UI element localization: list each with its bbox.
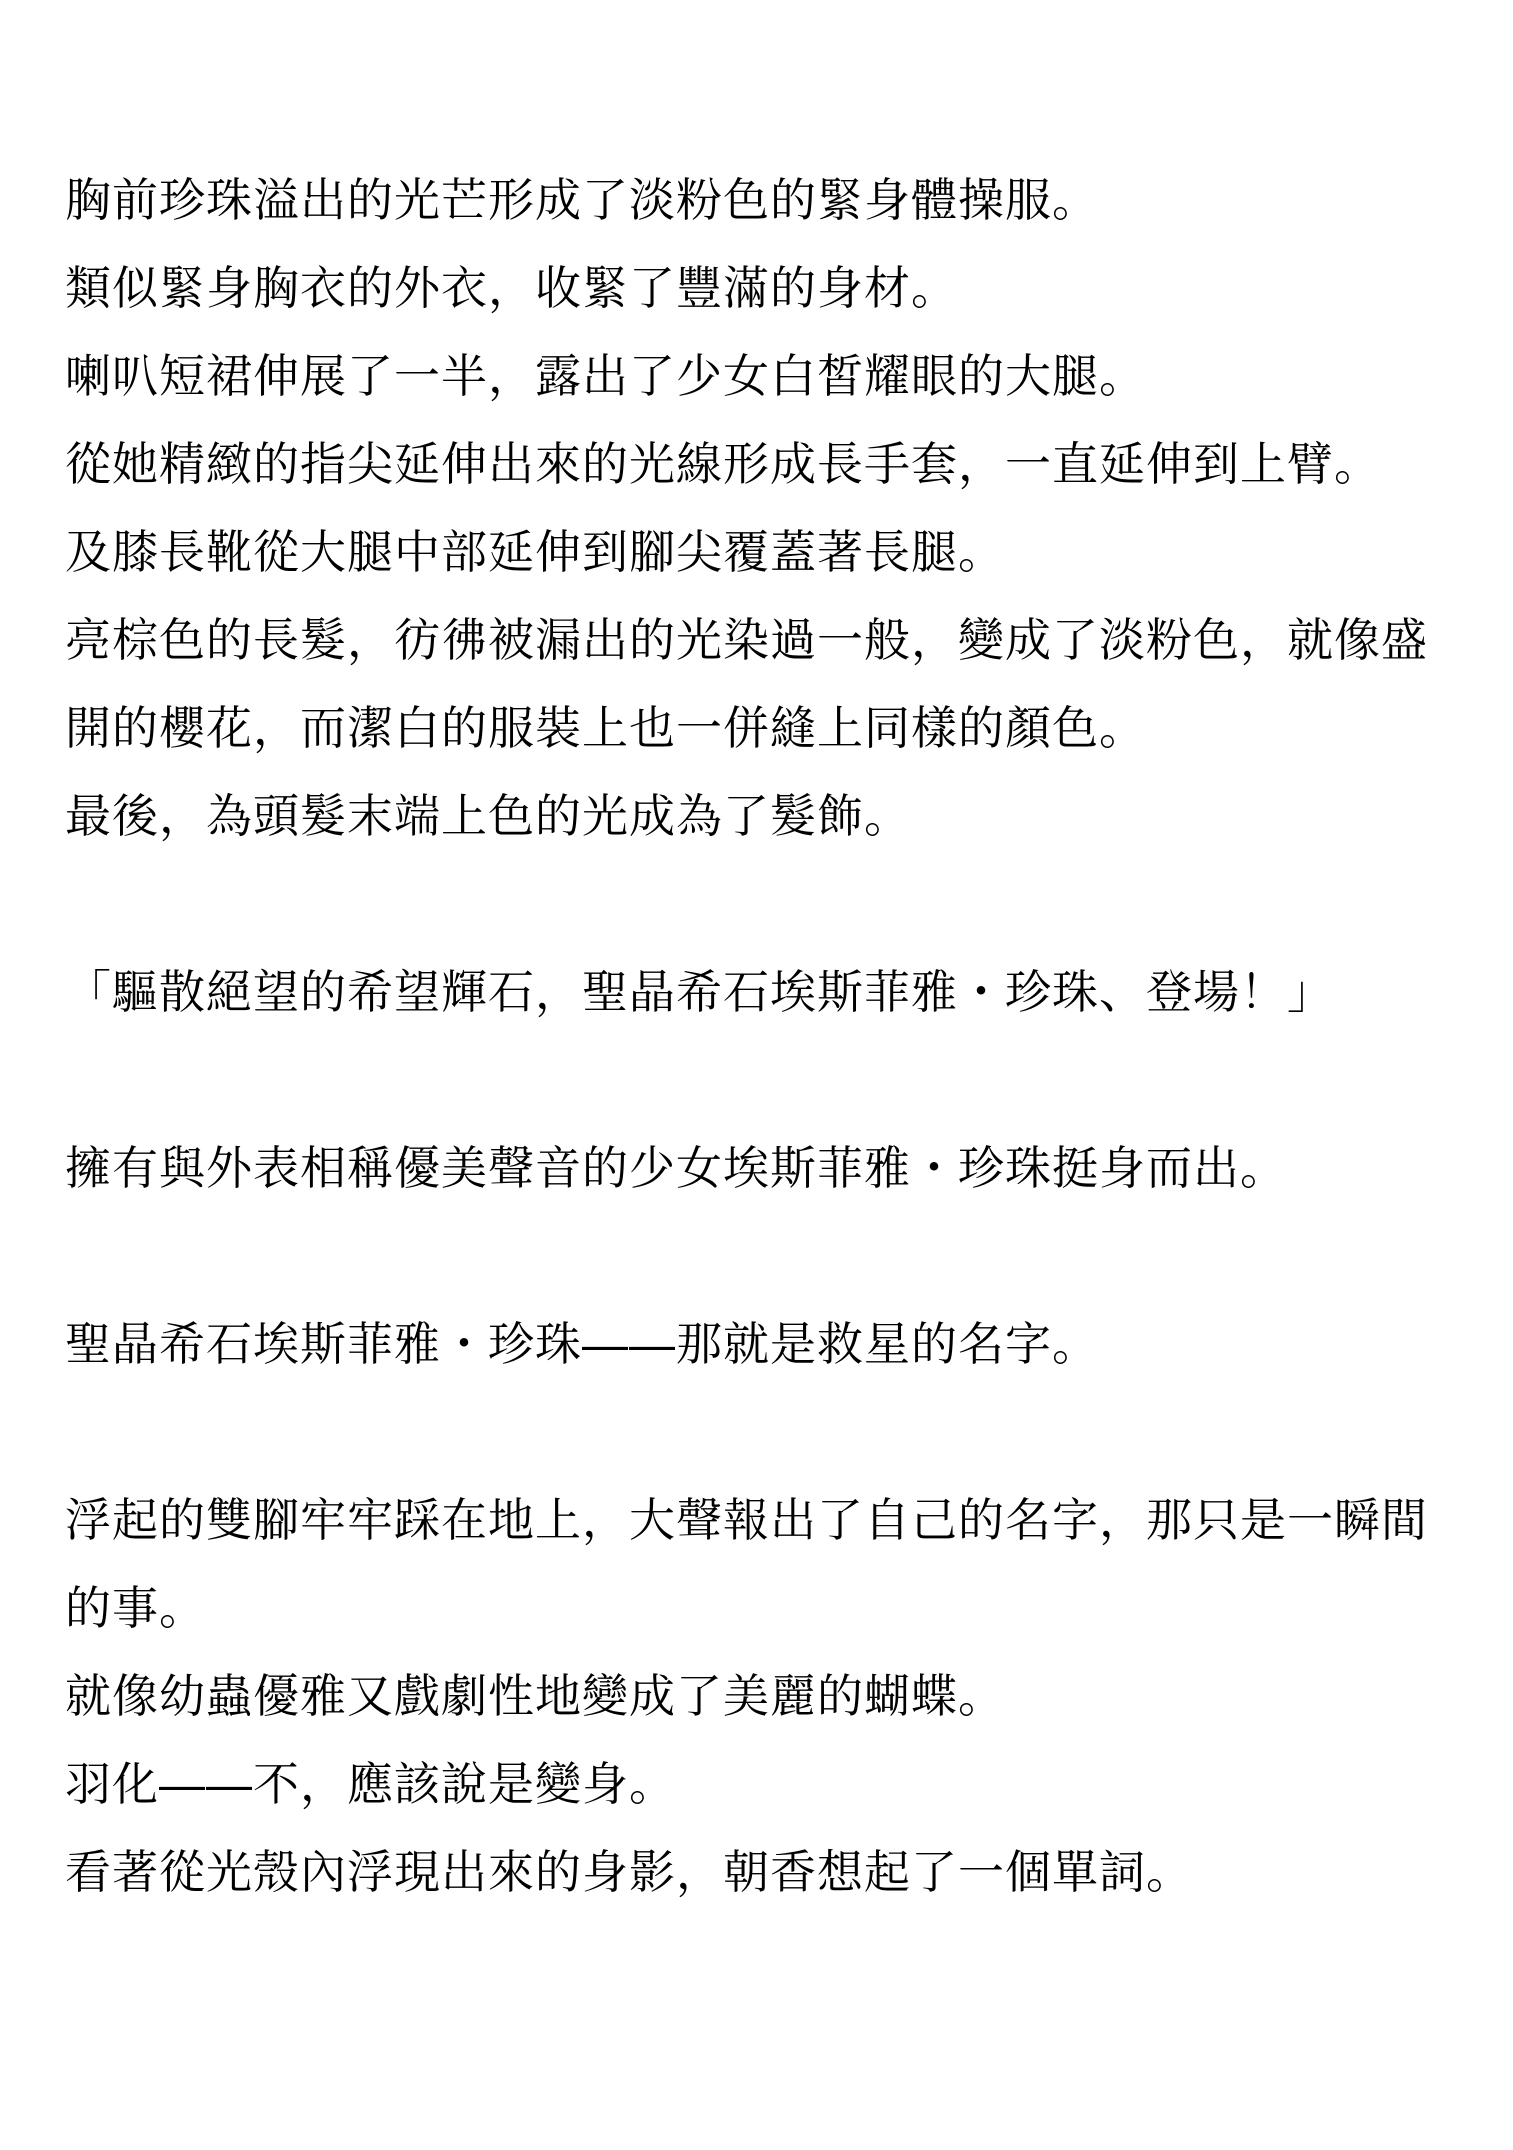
text-line-feet-on-ground: 浮起的雙腳牢牢踩在地上，大聲報出了自己的名字，那只是一瞬間的事。	[65, 1494, 1428, 1634]
text-line-skirt: 喇叭短裙伸展了一半，露出了少女白皙耀眼的大腿。	[65, 350, 1146, 402]
text-line-asaka-thought: 看著從光殼內浮現出來的身影，朝香想起了一個單詞。	[65, 1846, 1193, 1898]
text-line-voice: 擁有與外表相稱優美聲音的少女埃斯菲雅・珍珠挺身而出。	[65, 1142, 1287, 1194]
text-line-savior-name: 聖晶希石埃斯菲雅・珍珠——那就是救星的名字。	[65, 1318, 1099, 1370]
text-line-hair: 亮棕色的長髮，彷彿被漏出的光染過一般，變成了淡粉色，就像盛開的櫻花，而潔白的服裝上也一併縫上同樣的顏色。	[65, 614, 1428, 754]
text-line-hair-ornament: 最後，為頭髮末端上色的光成為了髮飾。	[65, 790, 911, 842]
text-line-dialogue-entrance: 「驅散絕望的希望輝石，聖晶希石埃斯菲雅・珍珠、登場！」	[65, 966, 1334, 1018]
text-line-boots: 及膝長靴從大腿中部延伸到腳尖覆蓋著長腿。	[65, 526, 1005, 578]
text-line-corset: 類似緊身胸衣的外衣，收緊了豐滿的身材。	[65, 262, 958, 314]
text-line-costume-leotard: 胸前珍珠溢出的光芒形成了淡粉色的緊身體操服。	[65, 174, 1099, 226]
text-line-metamorphosis: 羽化——不，應該說是變身。	[65, 1758, 676, 1810]
text-line-gloves: 從她精緻的指尖延伸出來的光線形成長手套，一直延伸到上臂。	[65, 438, 1381, 490]
text-line-butterfly: 就像幼蟲優雅又戲劇性地變成了美麗的蝴蝶。	[65, 1670, 1005, 1722]
